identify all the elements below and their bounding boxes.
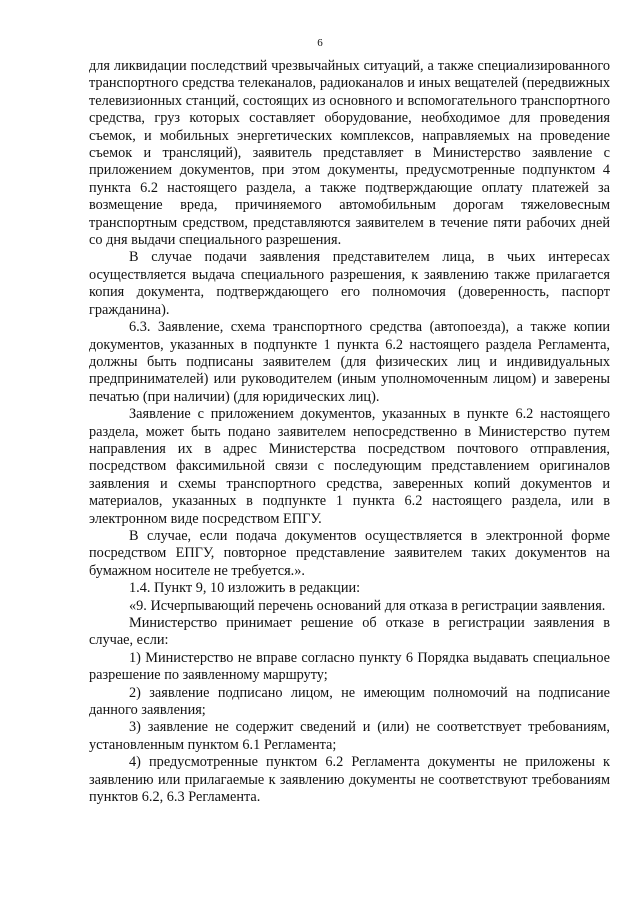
list-item-1: 1) Министерство не вправе согласно пункту 6 Порядка выдавать специальное разрешение по заявленному маршруту; xyxy=(89,649,610,684)
paragraph-electronic-form: В случае, если подача документов осуществляется в электронной форме посредством ЕПГУ, повторное представление заявителем таких документов на бумажном носителе не требуется.». xyxy=(89,527,610,579)
paragraph-refusal-intro: Министерство принимает решение об отказе в регистрации заявления в случае, если: xyxy=(89,615,610,649)
document-body xyxy=(89,58,610,806)
page-number: 6 xyxy=(317,37,323,49)
paragraph-representative: В случае подачи заявления представителем лица, в чьих интересах осуществляется выдача специального разрешения, к заявлению также прилагается копия документа, подтверждающего его полномочия (доверенность, паспорт гражданина). xyxy=(89,249,610,318)
paragraph-1-4: 1.4. Пункт 9, 10 изложить в редакции: xyxy=(129,580,361,597)
list-item-4: 4) предусмотренные пунктом 6.2 Регламента документы не приложены к заявлению или прилагаемые к заявлению документы не соответствуют требованиям пунктов 6.2, 6.3 Регламента. xyxy=(89,754,610,806)
list-item-3: 3) заявление не содержит сведений и (или) не соответствует требованиям, установленным пунктом 6.1 Регламента; xyxy=(89,719,610,753)
paragraph-continuation: для ликвидации последствий чрезвычайных ситуаций, а также специализированного транспортного средства телеканалов, радиоканалов и иных вещателей (передвижных телевизионных станций, состоящих из основного и вспомогательного транспортного средства, груз которых составляет оборудование, необходимое для проведения съемок, и мобильных энергетических комплексов, направляемых на проведение съемок и трансляций), заявитель представляет в Министерство заявление с приложением документов, при этом документы, предусмотренные подпунктом 4 пункта 6.2 настоящего раздела, а также подтверждающие оплату платежей за возмещение вреда, причиняемого автомобильным дорогам тяжеловесным транспортным средством, представляются заявителем в течение пяти рабочих дней со дня выдачи специального разрешения. xyxy=(89,58,610,249)
list-item-2: 2) заявление подписано лицом, не имеющим полномочий на подписание данного заявления; xyxy=(89,684,610,719)
paragraph-6-3: 6.3. Заявление, схема транспортного средства (автопоезда), а также копии документов, указанных в подпункте 1 пункта 6.2 настоящего раздела Регламента, должны быть подписаны заявителем (для физических лиц и индивидуальных предпринимателей) или руководителем (иным уполномоченным лицом) и заверены печатью (при наличии) (для юридических лиц). xyxy=(89,319,610,405)
paragraph-9-heading: «9. Исчерпывающий перечень оснований для отказа в регистрации заявления. xyxy=(129,597,606,614)
paragraph-submission-methods: Заявление с приложением документов, указанных в пункте 6.2 настоящего раздела, может быть подано заявителем непосредственно в Министерство путем направления их в адрес Министерства посредством почтового отправления, посредством факсимильной связи с последующим представлением оригиналов заявления и схемы транспортного средства, заверенных копий документов и материалов, указанных в подпункте 1 пункта 6.2 настоящего раздела, или в электронном виде посредством ЕПГУ. xyxy=(89,406,610,527)
